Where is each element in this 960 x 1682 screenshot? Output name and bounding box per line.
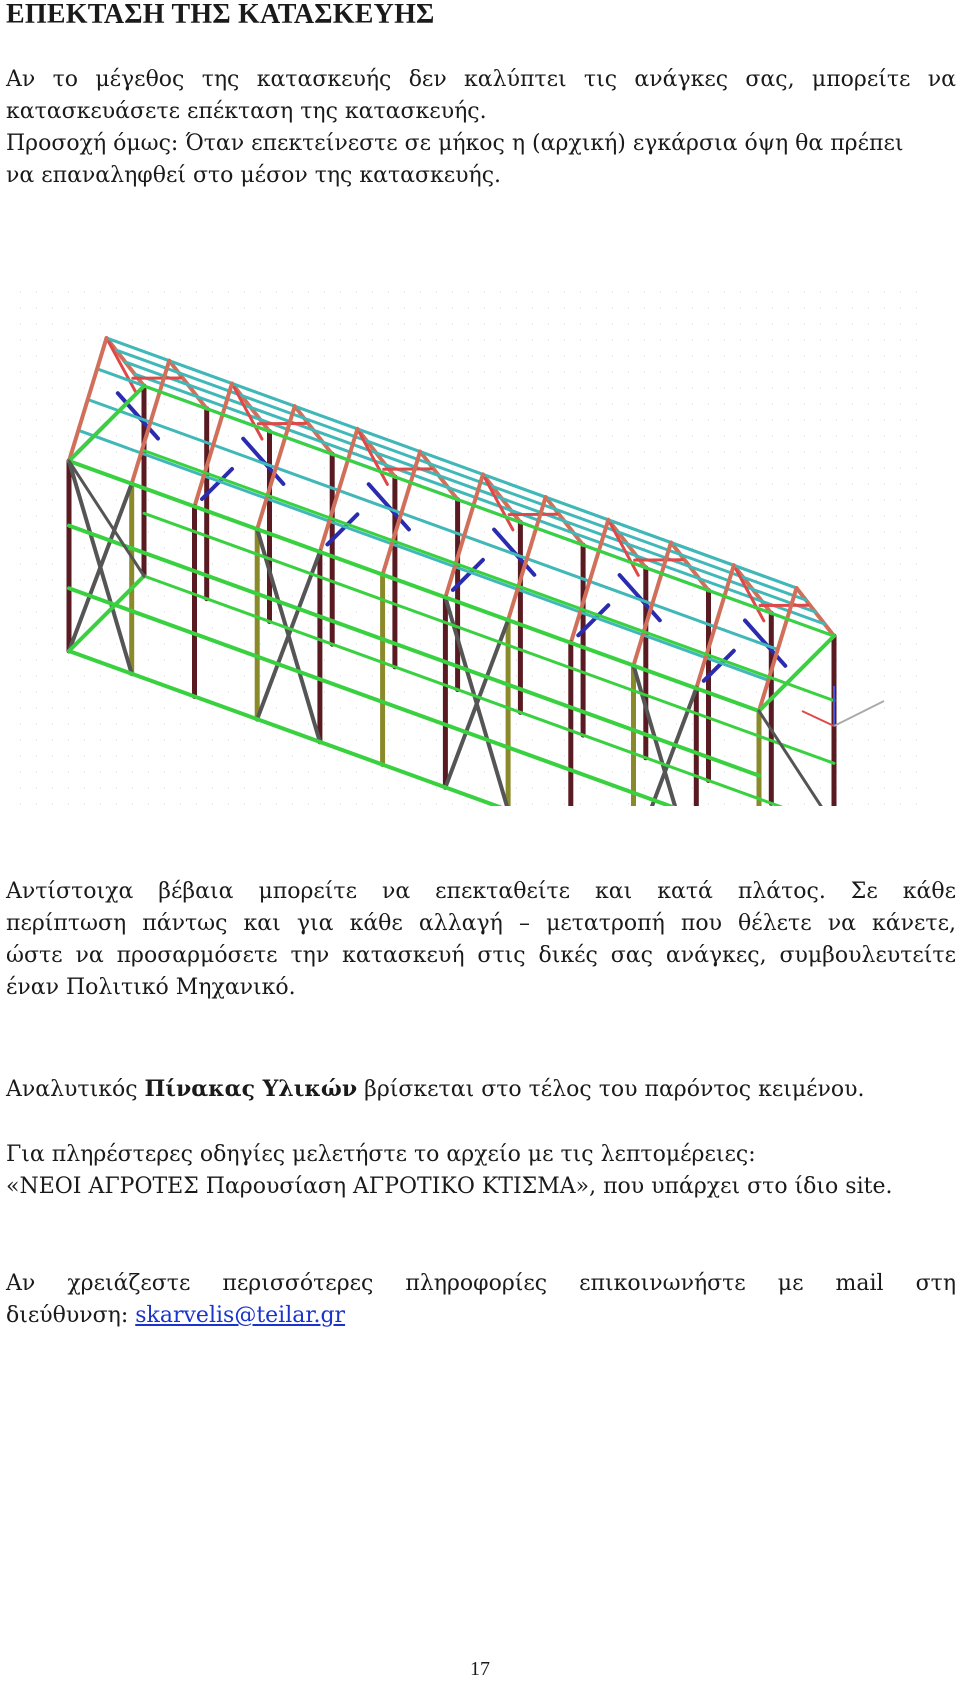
contact-paragraph	[6, 1268, 956, 1332]
contact-email-link[interactable]: skarvelis@teilar.gr	[135, 1303, 346, 1328]
section-heading: ΕΠΕΚΤΑΣΗ ΤΗΣ ΚΑΤΑΣΚΕΥΗΣ	[6, 0, 435, 30]
materials-text-after: βρίσκεται στο τέλος του παρόντος κειμένου.	[357, 1077, 865, 1102]
width-note-line-4: έναν Πολιτικό Μηχανικό.	[6, 975, 296, 1000]
materials-line	[6, 1073, 956, 1106]
frame-members	[69, 338, 834, 806]
far-girt	[144, 576, 834, 806]
roof-purlin	[107, 338, 797, 588]
instructions-paragraph	[6, 1139, 956, 1203]
steel-frame-drawing	[14, 286, 924, 806]
materials-paragraph	[6, 1073, 956, 1106]
contact-address-label: διεύθυνση:	[6, 1303, 136, 1328]
instructions-line-2: «ΝΕΟΙ ΑΓΡΟΤΕΣ Παρουσίαση ΑΓΡΟΤΙΚΟ ΚΤΙΣΜΑ», που υπάρχει στο ίδιο site.	[6, 1174, 893, 1199]
page-number: 17	[470, 1658, 490, 1680]
contact-line-1: Αν χρειάζεστε περισσότερες πληροφορίες επικοινωνήστε με mail στη	[6, 1271, 956, 1296]
far-girt	[144, 386, 834, 636]
structure-3d-figure	[14, 286, 924, 806]
materials-table-link-text: Πίνακας Υλικών	[144, 1076, 358, 1102]
materials-text-before: Αναλυτικός	[6, 1077, 145, 1102]
width-note-line-3: ώστε να προσαρμόσετε την κατασκευή στις δικές σας ανάγκες, συμβουλευτείτε	[6, 943, 956, 968]
width-note-line-1: Αντίστοιχα βέβαια μπορείτε να επεκταθείτε και κατά πλάτος. Σε κάθε	[6, 879, 956, 904]
intro-line-1: Αν το μέγεθος της κατασκευής δεν καλύπτει τις ανάγκες σας, μπορείτε να	[6, 67, 956, 92]
contact-line-2	[6, 1300, 956, 1332]
intro-line-3: Προσοχή όμως: Όταν επεκτείνεστε σε μήκος η (αρχική) εγκάρσια όψη θα πρέπει	[6, 131, 904, 156]
far-girt	[144, 513, 834, 763]
wall-x-brace	[634, 688, 697, 806]
intro-paragraph	[6, 64, 956, 192]
roof-purlin	[88, 400, 778, 650]
intro-line-4: να επαναληφθεί στο μέσον της κατασκευής.	[6, 163, 502, 188]
wall-x-brace	[445, 597, 508, 806]
width-note-paragraph	[6, 876, 956, 1004]
intro-line-2: κατασκευάσετε επέκταση της κατασκευής.	[6, 99, 487, 124]
roof-purlin	[116, 350, 806, 600]
instructions-line-1: Για πληρέστερες οδηγίες μελετήστε το αρχείο με τις λεπτομέρειες:	[6, 1142, 756, 1167]
width-note-line-2: περίπτωση πάντως και για κάθε αλλαγή – μετατροπή που θέλετε να κάνετε,	[6, 911, 956, 936]
